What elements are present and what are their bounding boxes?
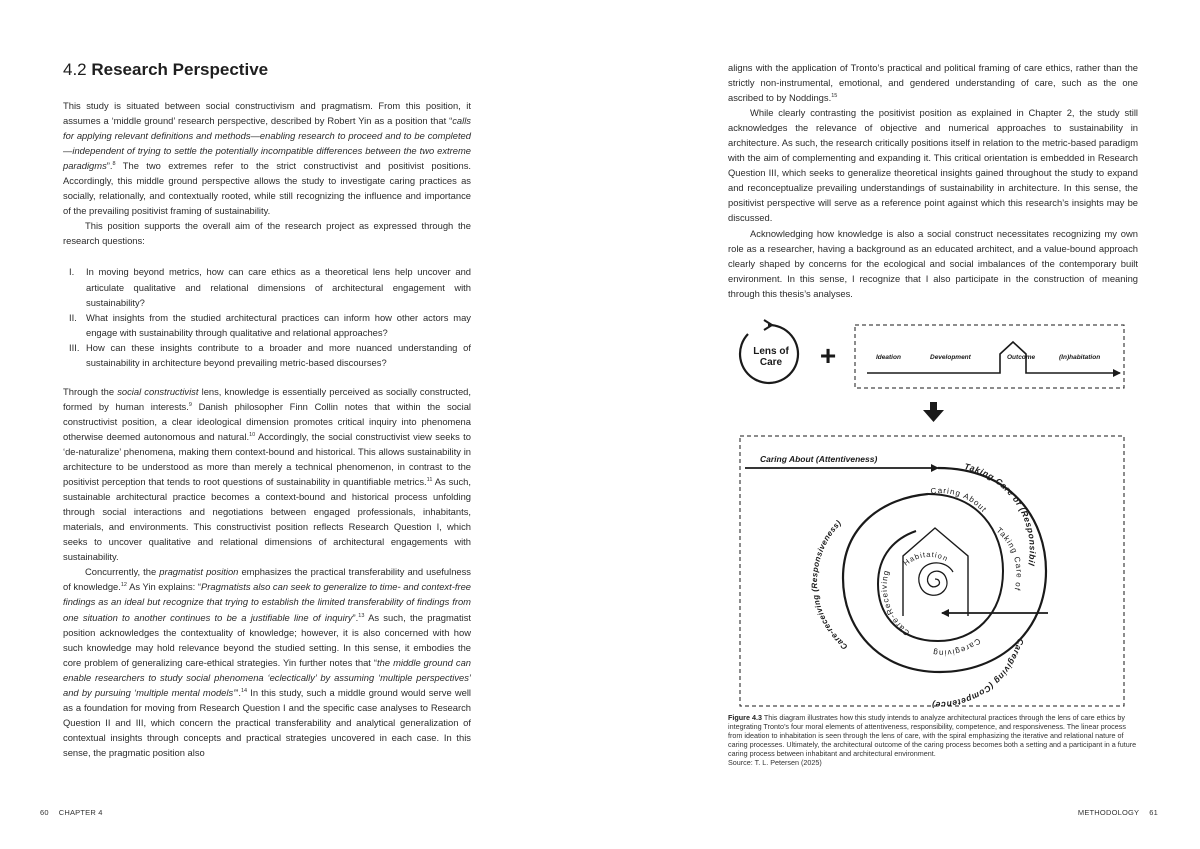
habitation-label: Habitation <box>901 549 951 568</box>
lens-of-care-label: Care <box>759 357 783 368</box>
process-step-ideation: Ideation <box>876 354 901 361</box>
left-column <box>63 60 471 760</box>
footnote-ref: 8 <box>112 161 116 168</box>
process-step-development: Development <box>930 354 971 361</box>
list-item: I. In moving beyond metrics, how can care ethics as a theoretical lens help uncover and articulate qualitative and relational dimensions of architectural engagement with sustainability? <box>69 266 471 308</box>
research-questions-list <box>63 264 471 369</box>
paragraph-pragmatist: Concurrently, the pragmatist position emphasizes the practical transferability and usefulness of knowledge.$^{12}$ As Yin explains: “Pragmatists also can seek to generalize to time- and context-free findings as an ideal but recognize that trying to establish the limited transferability of findings from one situation to another continues to be a justifiable line of inquiry”.$^{13}$ As such, the pragmatist position acknowledges the contextuality of knowledge; however, it is also concerned with how such knowledge may hold relevance beyond the studied setting. In this sense, it embodies the core problem of generalizing care-ethical strategies. Yin further notes that “the middle ground can enable researchers to study social phenomena ‘eclectically’ by assuming ‘multiple perspectives’ and by pursuing ‘multiple mental models’”.$^{14}$ In this study, such a middle ground would serve well as a foundation for moving from Research Question I and the specific case analyses to Research Question II and III, which concern the practical transferability and analytical generalization of contextual insights through concepts and practical strategies uncovered in each case. In this sense, the pragmatic position also <box>63 566 471 758</box>
process-step-outcome: Outcome <box>1007 354 1036 361</box>
paragraph-reflexivity: Acknowledging how knowledge is also a social construct necessitates recognizing my own role as a researcher, having a background as an educated architect, and a value-bound approach clearly shaped by concerns for the ecological and social imbalances of the contemporary built environment. In this sense, I recognize that I also participate in the construction of meaning through this thesis’s analyses. <box>728 227 1138 299</box>
paragraph-constructivist: Through the social constructivist lens, knowledge is essentially perceived as socially constructed, formed by human interests.$^9$ Danish philosopher Finn Collin notes that within the social constructivist position, a clear ideological dimension promotes critical inquiry into phenomena otherwise deemed autonomous and natural.$^{10}$ Accordingly, the social constructivist view seeks to ‘de-naturalize’ phenomena, making them context-bound and historical. This allows sustainability in architecture to be understood as more than merely a technical phenomenon, in contrast to the positivist perception that tends to root questions of sustainability in quantifiable metrics.$^{11}$ As such, sustainable architectural practice becomes a context-bound and historical process unfolding through social interactions and negotiations between engaged professionals, inhabitants, materials, and environments. This constructivist position reflects Research Question I, which seeks to uncover qualitative and relational dimensions of architectural engagements with sustainability. <box>63 385 471 563</box>
caregiving-label: Caregiving <box>931 636 983 658</box>
right-column <box>728 60 1138 301</box>
competence-label: Caregiving (Competence) <box>931 637 1026 710</box>
section-title: Research Perspective <box>91 60 269 79</box>
spiral-box <box>740 436 1124 706</box>
attentiveness-label: Caring About (Attentiveness) <box>760 454 878 464</box>
running-head: CHAPTER 4 <box>58 808 103 817</box>
list-item: II. What insights from the studied architectural practices can inform how other actors may engage with sustainability through qualitative and relational approaches? <box>69 311 471 338</box>
section-number: 4.2 <box>63 60 87 79</box>
plus-icon: + <box>819 340 837 371</box>
running-head: METHODOLOGY <box>1077 808 1140 817</box>
lens-of-care-label: Lens of <box>753 346 789 357</box>
taking-care-of-label: Taking Care of <box>994 525 1024 593</box>
section-heading <box>63 60 471 80</box>
figure-label: Figure 4.3 <box>728 713 762 722</box>
responsibility-label: Taking Care of (Responsibil <box>963 461 1038 567</box>
figure-care-diagram <box>728 316 1144 710</box>
page-number: 61 <box>1149 808 1158 817</box>
inner-spiral-icon <box>919 563 953 595</box>
paragraph-aim: This position supports the overall aim of the research project as expressed through the research questions: <box>63 220 471 247</box>
process-step-inhabitation: (In)habitation <box>1059 354 1101 361</box>
footer-right <box>1078 808 1158 817</box>
responsiveness-label: Care-receiving (Responsiveness) <box>809 518 850 652</box>
figure-caption: Figure 4.3 This diagram illustrates how this study intends to analyze architectural practices through the lens of care ethics by integrating Tronto’s four moral elements of attentiveness, responsibility, competence, and responsiveness. The linear process from ideation to inhabitation is seen through the lens of care, with the spiral emphasizing the iterative and relational nature of caring processes. Ultimately, the architectural outcome of the caring process becomes both a setting and a participant in a future caring process between inhabitant and architectural environment. Source: T. L. Petersen (2025) <box>728 713 1137 768</box>
house-outline-icon <box>903 528 968 616</box>
page-number: 60 <box>40 808 49 817</box>
care-receiving-label: Care-Receiving <box>879 568 912 638</box>
caring-about-label: Caring About <box>930 486 989 515</box>
list-item: III. How can these insights contribute to a broader and more nuanced understanding of sustainability in architecture beyond prevailing metric-based discourses? <box>69 341 471 368</box>
footer-left <box>40 808 113 817</box>
paragraph-middle-ground: This study is situated between social constructivism and pragmatism. From this position, it assumes a ‘middle ground’ research perspective, described by Robert Yin as a position that “calls for applying relevant definitions and methods—enabling research to proceed and to be completed—independent of trying to settle the potentially incompatible differences between the two extreme paradigms”.$^8$ The two extremes refer to the strict constructivist and positivist positions. Accordingly, this middle ground perspective allows the study to investigate caring practices as socially, relationally, and contextually rooted, while still recognizing the influence and importance of the prevailing positivist framing of sustainability. <box>63 100 471 217</box>
down-arrow-icon <box>923 402 944 422</box>
paragraph-tronto: aligns with the application of Tronto’s practical and political framing of care ethics, rather than the strictly non-instrumental, emotional, and gendered understanding of care, such as the one ascribed to by Noddings.$^{15}$ <box>728 62 1138 104</box>
care-diagram-svg <box>728 316 1144 710</box>
paragraph-positivist: While clearly contrasting the positivist position as explained in Chapter 2, the study still acknowledges the relevance of objective and numerical approaches to sustainability in architecture. As such, the research critically positions itself in relation to the metric-based paradigm with the aim of complementing and expanding it. This critical orientation is embedded in Research Question III, which seeks to generalize theoretical insights gained throughout the study to expand and reconceptualize prevailing understandings of sustainability in architecture. In this sense, the positivist perspective will serve as a reference point against which this research’s insights may be discussed. <box>728 107 1138 224</box>
figure-source: Source: T. L. Petersen (2025) <box>728 758 822 768</box>
